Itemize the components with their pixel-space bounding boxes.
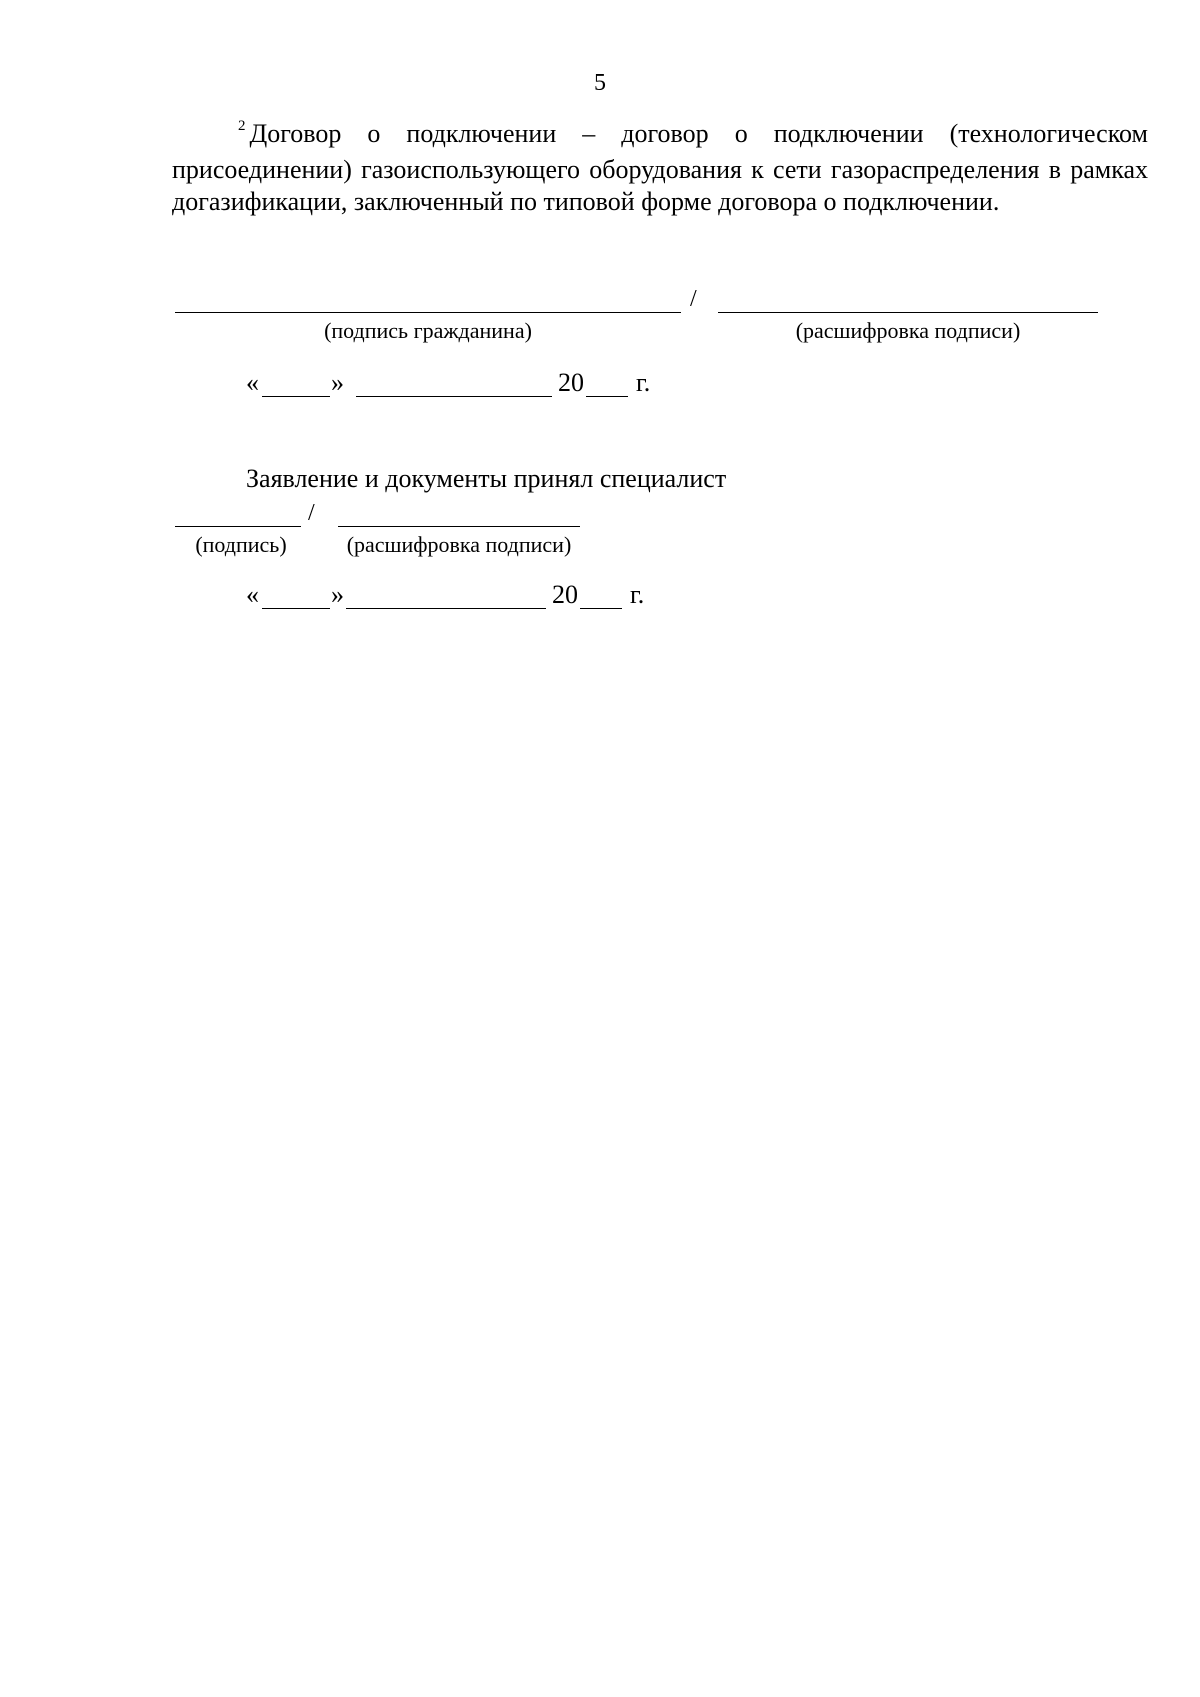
- citizen-transcript-line[interactable]: [718, 312, 1098, 313]
- specialist-date-year-suffix: г.: [630, 580, 645, 609]
- footnote-text: Договор о подключении – договор о подключении (технологическом присоединении) газоиспользующего оборудования к сети газораспределения в рамках догазификации, заключенный по типовой форме договора о подключении.: [172, 119, 1148, 216]
- citizen-date-open-quote: «: [246, 368, 259, 397]
- citizen-signature-caption: (подпись гражданина): [324, 318, 532, 343]
- specialist-date-month-line[interactable]: [346, 608, 546, 609]
- specialist-signature-line[interactable]: [175, 526, 301, 527]
- specialist-signature-caption: (подпись): [195, 532, 287, 557]
- citizen-date-day-line[interactable]: [262, 396, 330, 397]
- citizen-signature-line[interactable]: [175, 312, 681, 313]
- specialist-date-close-quote: »: [331, 580, 344, 609]
- footnote: [172, 118, 1148, 218]
- citizen-transcript-caption: (расшифровка подписи): [795, 318, 1021, 343]
- specialist-heading: Заявление и документы принял специалист: [246, 464, 727, 493]
- specialist-transcript-line[interactable]: [338, 526, 580, 527]
- citizen-date-month-line[interactable]: [356, 396, 552, 397]
- footnote-marker: 2: [238, 118, 246, 134]
- citizen-signature-separator: /: [690, 286, 697, 312]
- specialist-date-day-line[interactable]: [262, 608, 330, 609]
- specialist-transcript-caption: (расшифровка подписи): [346, 532, 572, 557]
- citizen-date-year-line[interactable]: [586, 396, 628, 397]
- citizen-date-year-prefix: 20: [558, 368, 584, 397]
- citizen-date-year-suffix: г.: [636, 368, 651, 397]
- specialist-date-year-prefix: 20: [552, 580, 578, 609]
- citizen-date-close-quote: »: [331, 368, 344, 397]
- specialist-date-open-quote: «: [246, 580, 259, 609]
- page-number: 5: [594, 70, 606, 96]
- specialist-date-year-line[interactable]: [580, 608, 622, 609]
- specialist-signature-separator: /: [308, 500, 315, 526]
